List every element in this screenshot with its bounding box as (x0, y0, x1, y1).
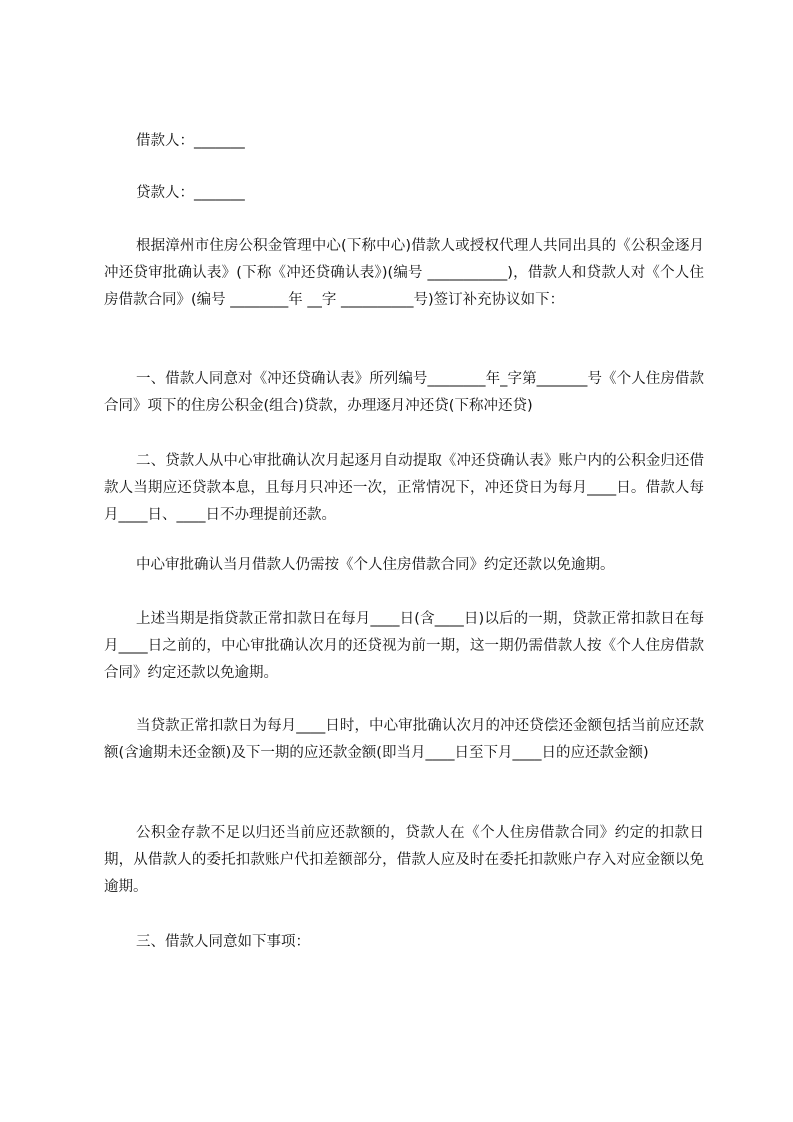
borrower-line: 借款人：_______ (136, 133, 245, 149)
clause-three-heading: 三、借款人同意如下事项： (136, 934, 310, 950)
intro-paragraph: 根据漳州市住房公积金管理中心(下称中心)借款人或授权代理人共同出具的《公积金逐月冲还贷审批确认表》(下称《冲还贷确认表》)(编号 ___________)，借款人和贷款人对《个人住房借款合同》(编号 ________年 __字 __________号)签订补充协议如下： (104, 238, 704, 308)
clause-two-note-paragraph: 中心审批确认当月借款人仍需按《个人住房借款合同》约定还款以免逾期。 (136, 557, 615, 573)
clause-two-period-paragraph: 上述当期是指贷款正常扣款日在每月____日(含____日)以后的一期，贷款正常扣款日在每月____日之前的，中心审批确认次月的还贷视为前一期，这一期仍需借款人按《个人住房借款合同》约定还款以免逾期。 (104, 611, 704, 681)
clause-two-paragraph: 二、贷款人从中心审批确认次月起逐月自动提取《冲还贷确认表》账户内的公积金归还借款人当期应还贷款本息，且每月只冲还一次，正常情况下，冲还贷日为每月____日。借款人每月____日、____日不办理提前还款。 (104, 453, 704, 523)
clause-one-paragraph: 一、借款人同意对《冲还贷确认表》所列编号________年_字第_______号《个人住房借款合同》项下的住房公积金(组合)贷款，办理逐月冲还贷(下称冲还贷) (104, 371, 704, 414)
clause-two-amount-paragraph: 当贷款正常扣款日为每月____日时，中心审批确认次月的冲还贷偿还金额包括当前应还款额(含逾期未还金额)及下一期的应还款金额(即当月____日至下月____日的应还款金额) (104, 718, 704, 761)
lender-line: 贷款人：_______ (136, 185, 245, 201)
clause-two-shortfall-paragraph: 公积金存款不足以归还当前应还款额的，贷款人在《个人住房借款合同》约定的扣款日期，从借款人的委托扣款账户代扣差额部分，借款人应及时在委托扣款账户存入对应金额以免逾期。 (104, 825, 704, 895)
